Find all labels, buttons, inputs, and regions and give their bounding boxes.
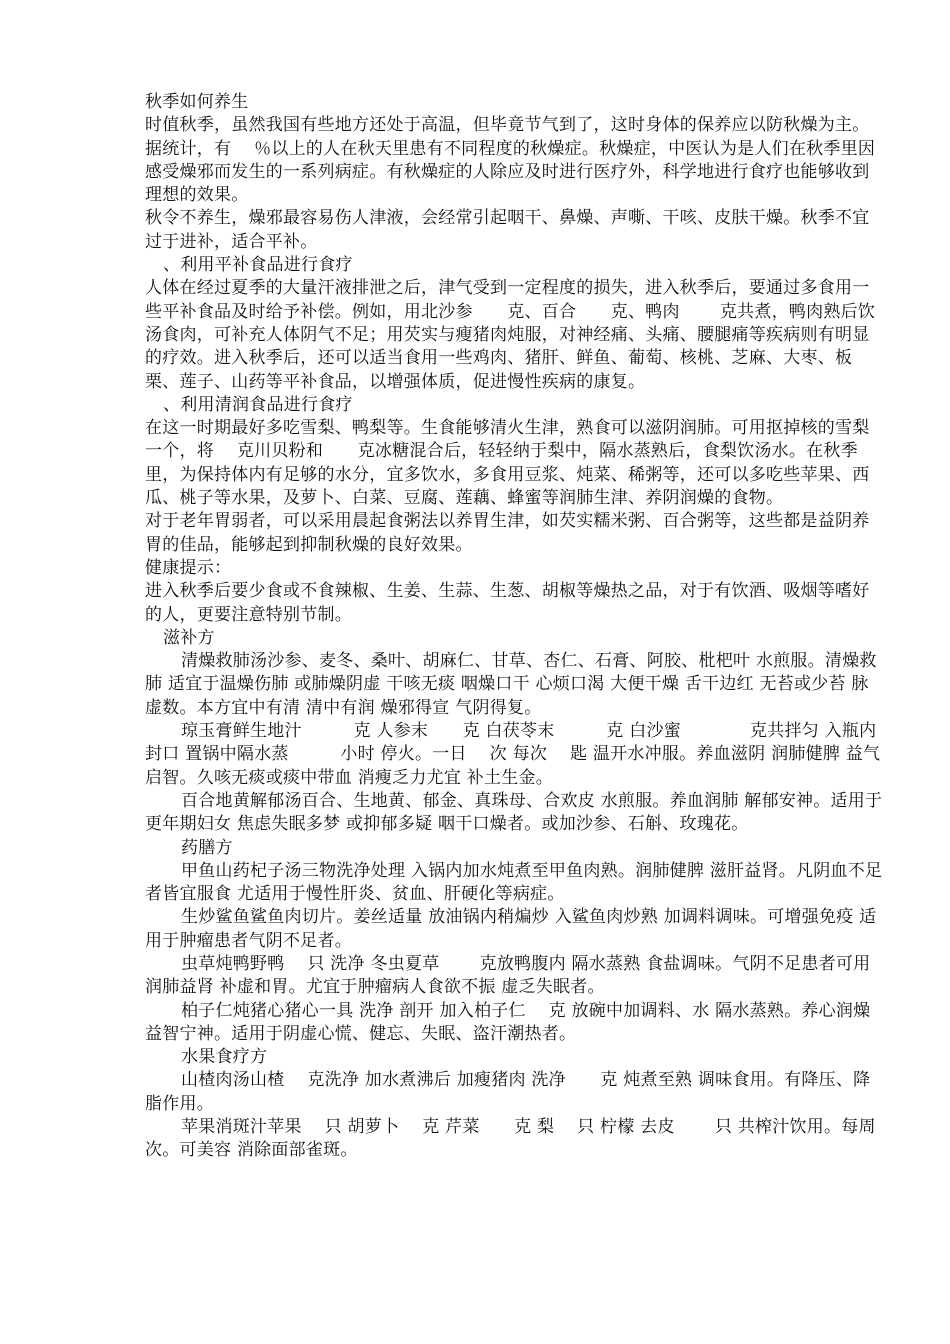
diet-item: 虫草炖鸭野鸭 只 洗净 冬虫夏草 克放鸭腹内 隔水蒸熟 食盐调味。气阴不足患者可用 润肺益肾 补虚和胃。尤宜于肿瘤病人食欲不振 虚乏失眠者。: [145, 953, 871, 998]
tips-heading: 健康提示：: [145, 557, 232, 578]
section1-paragraph: 人体在经过夏季的大量汗液排泄之后，津气受到一定程度的损失，进入秋季后，要通过多食用一些平补食品及时给予补偿。例如，用北沙参 克、百合 克、鸭肉 克共煮，鸭肉熟后饮汤食肉，可补充人体阴气不足；用芡实与瘦猪肉炖服，对神经痛、头痛、腰腿痛等疾病则有明显的疗效。进入秋季后，还可以适当食用一些鸡肉、猪肝、鲜鱼、葡萄、核桃、芝麻、大枣、板栗、莲子、山药等平补食品，以增强体质，促进慢性疾病的康复。: [145, 278, 876, 392]
diet-item: 甲鱼山药杞子汤三物洗净处理 入锅内加水炖煮至甲鱼肉熟。润肺健脾 滋肝益肾。凡阴血不足者皆宜服食 尤适用于慢性肝炎、贫血、肝硬化等病症。: [145, 860, 883, 905]
diet-item: 生炒鲨鱼鲨鱼肉切片。姜丝适量 放油锅内稍煸炒 入鲨鱼肉炒熟 加调料调味。可增强免疫 适用于肿瘤患者气阴不足者。: [145, 907, 877, 951]
autumn-rule-paragraph: 秋令不养生，燥邪最容易伤人津液，会经常引起咽干、鼻燥、声嘶、干咳、皮肤干燥。秋季不宜过于进补，适合平补。: [145, 208, 870, 252]
document-title: 秋季如何养生: [145, 92, 249, 112]
tonic-item: 琼玉膏鲜生地汁 克 人参末 克 白茯苓末 克 白沙蜜 克共拌匀 入瓶内 封口 置锅中隔水蒸 小时 停火。一日 次 每次 匙 温开水冲服。养血滋阴 润肺健脾 益气启智。久咳无痰或痰中带血 消瘦乏力尤宜 补土生金。: [145, 721, 881, 788]
tonic-item: 清燥救肺汤沙参、麦冬、桑叶、胡麻仁、甘草、杏仁、石膏、阿胶、枇杷叶 水煎服。清燥救肺 适宜于温燥伤肺 或肺燥阴虚 干咳无痰 咽燥口干 心烦口渴 大便干燥 舌干边红 无苔或少苔 脉虚数。本方宜中有清 清中有润 燥邪得宣 气阴得复。: [145, 651, 877, 718]
fruit-item: 苹果消斑汁苹果 只 胡萝卜 克 芹菜 克 梨 只 柠檬 去皮 只 共榨汁饮用。每周 次。可美容 消除面部雀斑。: [145, 1117, 911, 1161]
tips-paragraph: 进入秋季后要少食或不食辣椒、生姜、生蒜、生葱、胡椒等燥热之品，对于有饮酒、吸烟等嗜好的人，更要注意特别节制。: [145, 581, 870, 625]
document-page: [145, 91, 911, 1163]
section1-heading: 、利用平补食品进行食疗: [163, 255, 353, 276]
tonic-heading: 滋补方: [163, 627, 215, 648]
section2-heading: 、利用清润食品进行食疗: [163, 394, 353, 415]
diet-heading: 药膳方: [181, 837, 233, 858]
intro-paragraph: 时值秋季，虽然我国有些地方还处于高温，但毕竟节气到了，这时身体的保养应以防秋燥为主。据统计，有 ％以上的人在秋天里患有不同程度的秋燥症。秋燥症，中医认为是人们在秋季里因感受燥邪而发生的一系列病症。有秋燥症的人除应及时进行医疗外，科学地进行食疗也能够收到理想的效果。: [145, 115, 876, 206]
elderly-paragraph: 对于老年胃弱者，可以采用晨起食粥法以养胃生津，如芡实糯米粥、百合粥等，这些都是益阴养胃的佳品，能够起到抑制秋燥的良好效果。: [145, 511, 870, 555]
fruit-heading: 水果食疗方: [181, 1047, 268, 1068]
tonic-item: 百合地黄解郁汤百合、生地黄、郁金、真珠母、合欢皮 水煎服。养血润肺 解郁安神。适用于更年期妇女 焦虑失眠多梦 或抑郁多疑 咽干口燥者。或加沙参、石斛、玫瑰花。: [145, 790, 883, 835]
section2-paragraph: 在这一时期最好多吃雪梨、鸭梨等。生食能够清火生津，熟食可以滋阴润肺。可用抠掉核的雪梨一个，将 克川贝粉和 克冰糖混合后，轻轻纳于梨中，隔水蒸熟后，食梨饮汤水。在秋季里，为保持体内有足够的水分，宜多饮水，多食用豆浆、炖菜、稀粥等，还可以多吃些苹果、西瓜、桃子等水果，及萝卜、白菜、豆腐、莲藕、蜂蜜等润肺生津、养阴润燥的食物。: [145, 418, 870, 509]
diet-item: 柏子仁炖猪心猪心一具 洗净 剖开 加入柏子仁 克 放碗中加调料、水 隔水蒸熟。养心润燥 益智宁神。适用于阴虚心慌、健忘、失眠、盗汗潮热者。: [145, 1000, 871, 1044]
fruit-item: 山楂肉汤山楂 克洗净 加水煮沸后 加瘦猪肉 洗净 克 炖煮至熟 调味食用。有降压、降脂作用。: [145, 1070, 871, 1114]
